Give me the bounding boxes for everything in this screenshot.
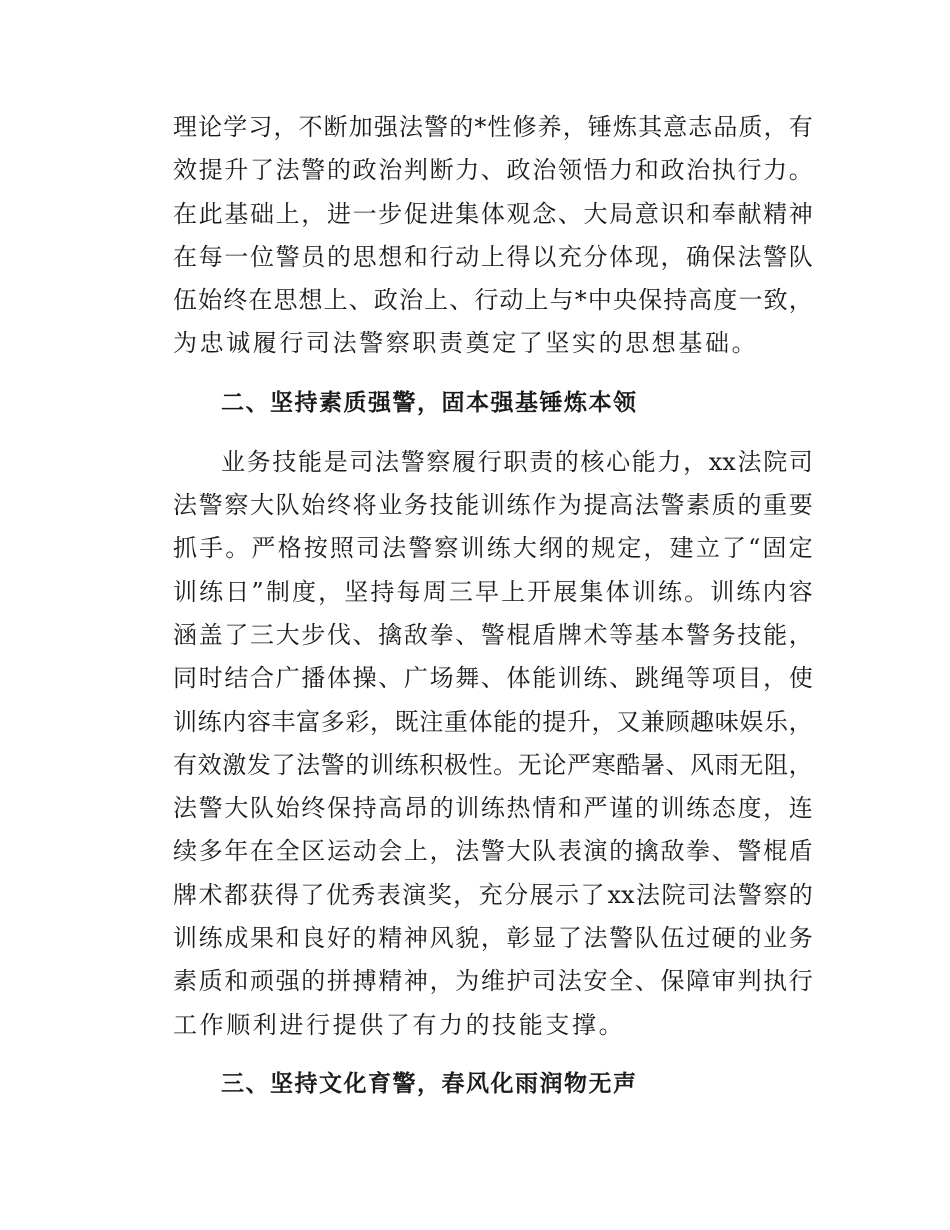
spacer (173, 1047, 813, 1063)
section-heading-2: 二、坚持素质强警，固本强基锤炼本领 (221, 389, 638, 416)
paragraph-line: 理 论 学 习 ， 不 断 加 强 法 警 的 * 性 修 养 ， 锤 炼 其 意 志 品 质 ， 有 (173, 113, 813, 141)
paragraph-line: 同 时 结 合 广 播 体 操 、 广 场 舞 、 体 能 训 练 、 跳 绳 等 项 目 ， 使 (173, 664, 813, 693)
paragraph-line-first: 业 务 技 能 是 司 法 警 察 履 行 职 责 的 核 心 能 力 ， xx 法 院 司 (221, 447, 813, 476)
paragraph-line: 法 警 察 大 队 始 终 将 业 务 技 能 训 练 作 为 提 高 法 警 素 质 的 重 要 (173, 491, 813, 520)
paragraph-line: 训 练 内 容 丰 富 多 彩 ， 既 注 重 体 能 的 提 升 ， 又 兼 顾 趣 味 娱 乐 ， (173, 707, 813, 736)
section-heading-3: 三、坚持文化育警，春风化雨润物无声 (221, 1070, 638, 1097)
paragraph-line: 效 提 升 了 法 警 的 政 治 判 断 力 、 政 治 领 悟 力 和 政 治 执 行 力 。 (173, 156, 813, 185)
paragraph-line: 训 练 日 ” 制 度 ， 坚 持 每 周 三 早 上 开 展 集 体 训 练 。 训 练 内 容 (173, 577, 813, 606)
spacer (173, 366, 813, 382)
paragraph-line: 法 警 大 队 始 终 保 持 高 昂 的 训 练 热 情 和 严 谨 的 训 练 态 度 ， 连 (173, 794, 813, 823)
paragraph-line: 素 质 和 顽 强 的 拼 搏 精 神 ， 为 维 护 司 法 安 全 、 保 障 审 判 执 行 (173, 967, 813, 996)
paragraph-line: 伍 始 终 在 思 想 上 、 政 治 上 、 行 动 上 与 * 中 央 保 持 高 度 一 致 ， (173, 286, 813, 315)
paragraph-line-last: 工作顺利进行提供了有力的技能支撑。 (173, 1010, 626, 1039)
paragraph-2 (173, 441, 813, 1047)
paragraph-line: 抓 手 。 严 格 按 照 司 法 警 察 训 练 大 纲 的 规 定 ， 建 立 了 “ 固 定 (173, 534, 813, 563)
paragraph-1 (173, 106, 813, 366)
spacer (173, 425, 813, 441)
paragraph-line: 训 练 成 果 和 良 好 的 精 神 风 貌 ， 彰 显 了 法 警 队 伍 过 硬 的 业 务 (173, 924, 813, 953)
paragraph-line: 在 此 基 础 上 ， 进 一 步 促 进 集 体 观 念 、 大 局 意 识 和 奉 献 精 神 (173, 199, 813, 228)
paragraph-line: 在 每 一 位 警 员 的 思 想 和 行 动 上 得 以 充 分 体 现 ， 确 保 法 警 队 (173, 242, 813, 271)
paragraph-line: 牌 术 都 获 得 了 优 秀 表 演 奖 ， 充 分 展 示 了 xx 法 院 司 法 警 察 的 (173, 880, 813, 909)
paragraph-line-last: 为忠诚履行司法警察职责奠定了坚实的思想基础。 (173, 329, 759, 358)
paragraph-line: 涵 盖 了 三 大 步 伐 、 擒 敌 拳 、 警 棍 盾 牌 术 等 基 本 警 务 技 能 ， (173, 620, 813, 649)
paragraph-line: 续 多 年 在 全 区 运 动 会 上 ， 法 警 大 队 表 演 的 擒 敌 拳 、 警 棍 盾 (173, 837, 813, 866)
paragraph-line: 有 效 激 发 了 法 警 的 训 练 积 极 性 。 无 论 严 寒 酷 暑 、 风 雨 无 阻 ， (173, 750, 813, 779)
document-body (173, 106, 813, 1106)
